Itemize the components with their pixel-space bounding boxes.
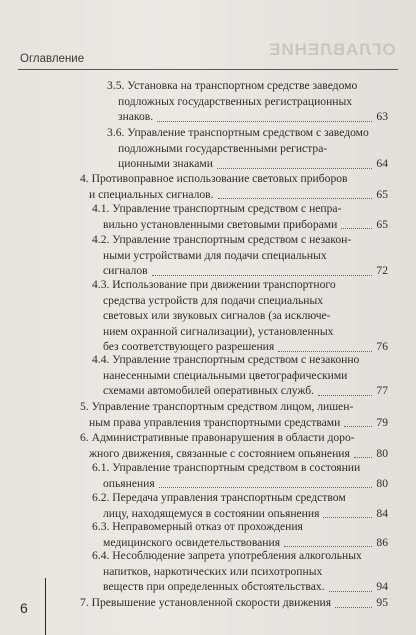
toc-page-number: 64 (376, 157, 388, 171)
toc-leader-dots (344, 426, 372, 427)
toc-entry[interactable] (107, 78, 388, 125)
toc-entry-text: ным права управления транспортными средствами (89, 415, 341, 429)
toc-entry-line (92, 293, 388, 309)
toc-entry-text: жного движения, связанные с состоянием опьянения (89, 446, 350, 460)
toc-entry[interactable] (92, 519, 388, 550)
toc-entry-line (80, 446, 388, 462)
toc-entry-text: лицу, находящемуся в состоянии опьянения (103, 506, 320, 520)
toc-entry-text: 6.4. Несоблюдение запрета употребления алкогольных (92, 549, 362, 562)
toc-entry-line (92, 460, 388, 476)
toc-entry-line (92, 490, 388, 506)
toc-entry-text: нием охранной сигнализации), установленных (103, 324, 334, 338)
toc-entry-text: средства устройств для подачи специальных (103, 293, 324, 307)
toc-entry[interactable] (92, 352, 388, 399)
toc-entry-text: световых или звуковых сигналов (за исключе- (103, 309, 331, 323)
toc-entry-text: сигналов (103, 264, 148, 278)
toc-entry-line (92, 324, 388, 340)
toc-page-number: 65 (376, 217, 388, 231)
toc-entry-text: 4.1. Управление транспортным средством с непра- (92, 202, 342, 215)
toc-entry-text: ционными знаками (118, 157, 213, 171)
toc-entry-text: 4. Противоправное использование световых приборов (80, 172, 348, 185)
toc-entry-text: веществ при определенных обстоятельствах. (103, 580, 325, 594)
toc-page-number: 63 (376, 110, 388, 124)
toc-entry[interactable] (107, 125, 388, 172)
toc-entry-line (92, 277, 388, 293)
toc-entry-text: без соответствующего разрешения (103, 340, 275, 354)
toc-entry[interactable] (92, 277, 388, 355)
toc-entry-line (80, 415, 388, 431)
toc-entry-line (107, 125, 388, 141)
toc-entry[interactable] (80, 171, 388, 202)
ghost-heading: ОГЛАВЛЕНИЕ (268, 40, 396, 59)
toc-entry-text: 6.1. Управление транспортным средством в состоянии (92, 461, 361, 474)
toc-page-number: 80 (376, 476, 388, 490)
toc-entry-line (92, 519, 388, 535)
toc-entry-line (80, 595, 388, 611)
toc-entry-text: 6.3. Неправомерный отказ от прохождения (92, 520, 303, 533)
toc-entry[interactable] (80, 399, 388, 430)
toc-entry[interactable] (92, 490, 388, 521)
toc-entry-line (80, 399, 388, 415)
toc-entry-line (92, 383, 388, 399)
toc-page-number: 95 (376, 596, 388, 609)
toc-entry-text: 7. Превышение установленной скорости движения (80, 596, 332, 609)
toc-entry[interactable] (80, 595, 388, 611)
toc-entry-line (92, 579, 388, 595)
toc-leader-dots (329, 591, 372, 592)
toc-leader-dots (318, 395, 372, 396)
toc-entry-line (92, 248, 388, 264)
running-header: Оглавление (20, 53, 85, 65)
toc-page-number: 79 (376, 415, 388, 429)
toc-entry-text: подложных государственных регистрационных (118, 94, 353, 108)
toc-entry-line (92, 368, 388, 384)
toc-entry-line (92, 308, 388, 324)
toc-leader-dots (157, 121, 372, 122)
toc-entry[interactable] (80, 430, 388, 461)
toc-entry-line (80, 430, 388, 446)
toc-entry-line (92, 232, 388, 248)
toc-leader-dots (341, 228, 372, 229)
toc-leader-dots (218, 198, 372, 199)
toc-entry-line (92, 201, 388, 217)
toc-leader-dots (217, 168, 372, 169)
toc-entry-text: напитков, наркотических или психотропных (103, 564, 323, 578)
toc-page-number: 80 (376, 446, 388, 460)
toc-entry-line (92, 352, 388, 368)
toc-entry-line (92, 476, 388, 492)
toc-entry-line (107, 94, 388, 110)
toc-entry-text: вильно установленными световыми приборами (103, 217, 338, 231)
toc-entry-line (80, 171, 388, 187)
toc-entry[interactable] (92, 201, 388, 232)
toc-entry-text: 4.2. Управление транспортным средством с незакон- (92, 233, 352, 246)
toc-page-number: 72 (376, 264, 388, 278)
toc-entry-line (92, 217, 388, 233)
toc-page-number: 65 (376, 187, 388, 201)
toc-entry-text: 5. Управление транспортным средством лицом, лишен- (80, 400, 354, 413)
toc-entry[interactable] (92, 232, 388, 279)
toc-entry[interactable] (92, 548, 388, 595)
toc-entry-text: 6.2. Передача управления транспортным средством (92, 491, 346, 504)
toc-entry-line (107, 141, 388, 157)
toc-page-number: 94 (376, 580, 388, 594)
toc-entry-line (92, 564, 388, 580)
toc-page-number: 77 (376, 384, 388, 398)
toc-entry-line (107, 109, 388, 125)
toc-page-number: 84 (376, 506, 388, 520)
toc-entry-line (80, 187, 388, 203)
toc-entry-text: 4.3. Использование при движении транспортного (92, 278, 336, 291)
toc-entry-line (107, 156, 388, 172)
toc-page-number: 86 (376, 535, 388, 549)
toc-leader-dots (159, 487, 372, 488)
toc-entry-line (107, 78, 388, 94)
toc-entry-text: 4.4. Управление транспортным средством с незаконно (92, 353, 360, 366)
toc-entry[interactable] (92, 460, 388, 491)
toc-leader-dots (354, 457, 372, 458)
toc-entry-text: 6. Административные правонарушения в области доро- (80, 431, 355, 444)
toc-leader-dots (152, 275, 372, 276)
toc-entry-text: схемами автомобилей оперативных служб. (103, 384, 315, 398)
toc-entry-text: и специальных сигналов. (89, 187, 214, 201)
toc-entry-line (92, 548, 388, 564)
toc-entry-text: опьянения (103, 476, 155, 490)
margin-rule (45, 578, 46, 635)
toc-leader-dots (335, 607, 372, 608)
toc-page-number: 76 (376, 340, 388, 354)
toc-entry-text: ными устройствами для подачи специальных (103, 248, 327, 262)
page-number: 6 (20, 600, 28, 616)
toc-entry-text: медицинского освидетельствования (103, 535, 281, 549)
toc-entry-text: знаков. (118, 110, 154, 124)
toc-entry-text: нанесенными специальными цветографическими (103, 368, 348, 382)
toc-entry-text: 3.6. Управление транспортным средством с заведомо (107, 126, 369, 139)
toc-entry-text: 3.5. Установка на транспортном средстве заведомо (107, 79, 358, 92)
toc-entry-text: подложными государственными регистра- (118, 141, 328, 155)
